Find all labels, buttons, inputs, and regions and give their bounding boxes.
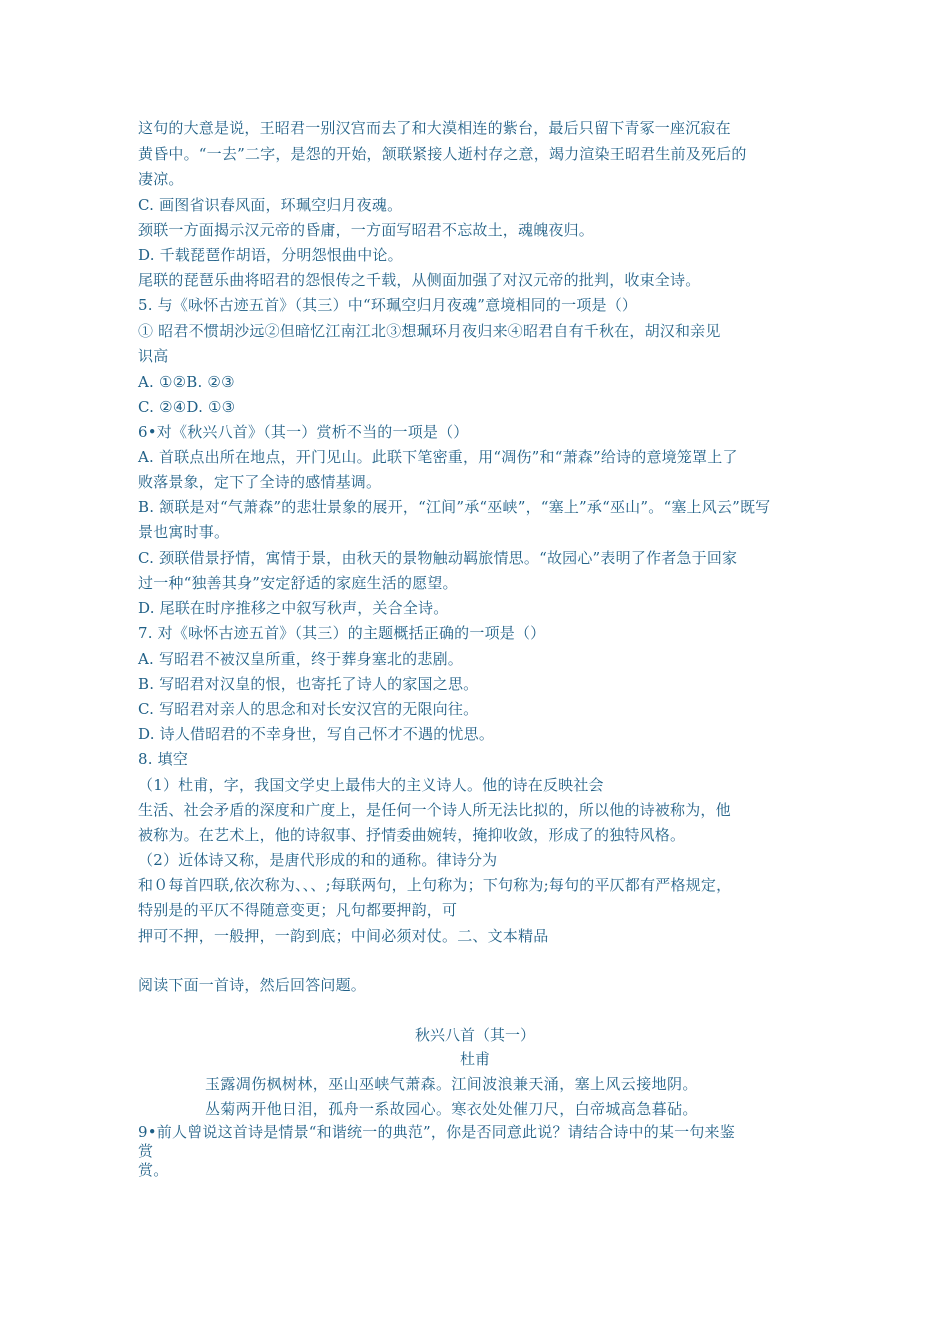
text-line: 颈联一方面揭示汉元帝的昏庸，一方面写昭君不忘故土，魂魄夜归。	[138, 221, 595, 239]
option-d: D. 诗人借昭君的不幸身世，写自己怀才不遇的忧思。	[138, 725, 495, 743]
option-c: C. 颈联借景抒情，寓情于景，由秋天的景物触动羁旅情思。“故园心”表明了作者急于回家	[138, 549, 738, 567]
option-a: A. 首联点出所在地点，开门见山。此联下笔密重，用“凋伤”和“萧森”给诗的意境笼罩上了	[138, 448, 738, 466]
poem-author: 杜甫	[459, 1050, 490, 1068]
text-line: 败落景象，定下了全诗的感情基调。	[138, 473, 382, 491]
text-line: 被称为。在艺术上，他的诗叙事、抒情委曲婉转，掩抑收敛，形成了的独特风格。	[138, 826, 686, 844]
text-line: 赏	[138, 1142, 154, 1160]
text-line: 过一种“独善其身”安定舒适的家庭生活的愿望。	[138, 574, 458, 592]
reading-instruction: 阅读下面一首诗，然后回答问题。	[138, 976, 367, 994]
question-5: 5. 与《咏怀古迹五首》（其三）中“环珮空归月夜魂”意境相同的一项是（）	[138, 296, 638, 314]
question-9: 9•前人曾说这首诗是情景“和谐统一的典范”，你是否同意此说？请结合诗中的某一句来鉴	[138, 1123, 735, 1141]
text-line: 生活、社会矛盾的深度和广度上，是任何一个诗人所无法比拟的，所以他的诗被称为，他	[138, 801, 731, 819]
poem-title: 秋兴八首（其一）	[414, 1026, 535, 1044]
question-5-options-ab: A. ①②B. ②③	[138, 373, 235, 391]
option-a: A. 写昭君不被汉皇所重，终于葬身塞北的悲剧。	[138, 650, 463, 668]
text-line: 赏。	[138, 1161, 169, 1179]
text-line: 景也寓时事。	[138, 523, 230, 541]
text-line: 凄凉。	[138, 170, 184, 188]
option-b: B. 颔联是对“气萧森”的悲壮景象的展开，“江间”承“巫峡”，“塞上”承“巫山”。“塞上风云”既写	[138, 498, 771, 516]
question-8: 8. 填空	[138, 750, 189, 768]
option-d: D. 尾联在时序推移之中叙写秋声，关合全诗。	[138, 599, 449, 617]
text-line: 特别是的平仄不得随意变更；凡句都要押韵，可	[138, 901, 458, 919]
text-line: 和０每首四联,依次称为、、、;每联两句，上句称为；下句称为;每句的平仄都有严格规定，	[138, 876, 732, 894]
text-line: 这句的大意是说，王昭君一别汉宫而去了和大漠相连的紫台，最后只留下青冢一座沉寂在	[138, 119, 731, 137]
question-5-options-cd: C. ②④D. ①③	[138, 398, 236, 416]
option-c: C. 画图省识春风面，环珮空归月夜魂。	[138, 196, 403, 214]
question-5-choices: ① 昭君不惯胡沙远②但暗忆江南江北③想珮环月夜归来④昭君自有千秋在，胡汉和亲见	[138, 322, 721, 340]
text-line: 押可不押，一般押，一韵到底；中间必须对仗。二、文本精品	[138, 927, 549, 945]
question-7: 7. 对《咏怀古迹五首》（其三）的主题概括正确的一项是（）	[138, 624, 546, 642]
text-line: 尾联的琵琶乐曲将昭君的怨恨传之千载，从侧面加强了对汉元帝的批判，收束全诗。	[138, 271, 701, 289]
text-line: 黄昏中。“一去”二字，是怨的开始，颔联紧接人逝村存之意，竭力渲染王昭君生前及死后的	[138, 145, 747, 163]
fill-blank-1: （1）杜甫，字，我国文学史上最伟大的主义诗人。他的诗在反映社会	[138, 776, 604, 794]
option-d: D. 千载琵琶作胡语，分明怨恨曲中论。	[138, 246, 403, 264]
question-6: 6•对《秋兴八首》（其一）赏析不当的一项是（）	[138, 423, 469, 441]
text-line: 识高	[138, 347, 169, 365]
poem-line: 玉露凋伤枫树林，巫山巫峡气萧森。江间波浪兼天涌，塞上风云接地阴。	[205, 1075, 698, 1093]
fill-blank-2: （2）近体诗又称，是唐代形成的和的通称。律诗分为	[138, 851, 498, 869]
option-c: C. 写昭君对亲人的思念和对长安汉宫的无限向往。	[138, 700, 479, 718]
poem-line: 丛菊两开他日泪，孤舟一系故园心。寒衣处处催刀尺，白帝城高急暮砧。	[205, 1100, 698, 1118]
option-b: B. 写昭君对汉皇的恨，也寄托了诗人的家国之思。	[138, 675, 479, 693]
